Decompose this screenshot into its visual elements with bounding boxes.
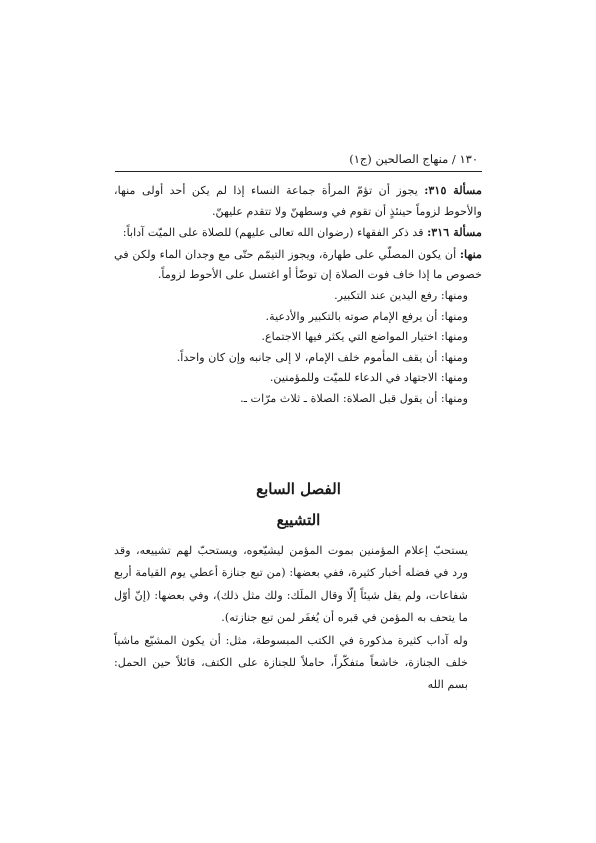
etiquette-text: اختيار المواضع التي يكثر فيها الاجتماع.	[261, 330, 441, 344]
issue-text: قد ذكر الفقهاء (رضوان الله تعالى عليهم) للصلاة على الميّت آداباً:	[122, 226, 428, 240]
etiquette-item	[114, 286, 482, 307]
etiquette-text: أن يرفع الإمام صوته بالتكبير والأدعية.	[265, 309, 441, 323]
etiquette-item	[114, 307, 482, 328]
etiquette-lead: ومنها:	[440, 350, 468, 364]
etiquette-item	[114, 327, 482, 348]
etiquette-item	[114, 348, 482, 369]
etiquette-lead: ومنها:	[440, 330, 468, 344]
etiquette-lead: ومنها:	[440, 391, 468, 405]
etiquette-lead: ومنها:	[440, 309, 468, 323]
running-header: ١٣٠ / منهاج الصالحين (ج١)	[349, 152, 478, 166]
etiquette-text: أن يقول قبل الصلاة: الصلاة ـ ثلاث مرّات ـ.	[240, 391, 441, 405]
etiquette-text: الاجتهاد في الدعاء للميّت وللمؤمنين.	[269, 371, 441, 385]
etiquette-text: أن يقف المأموم خلف الإمام، لا إلى جانبه وإن كان واحداً.	[176, 350, 441, 364]
section-text-block	[114, 540, 482, 697]
main-text-block	[114, 180, 482, 410]
section-paragraph: يستحبّ إعلام المؤمنين بموت المؤمن ليشيّعوه، ويستحبّ لهم تشييعه، وقد ورد في فضله أخبار كثيرة، ففي بعضها: (من تبع جنازة أعطي يوم القيامة أربع شفاعات، ولم يقل شيئاً إلّا وقال الملَك: ولك مثل ذلك)، وفي بعضها: (إنّ أوّل ما يتحف به المؤمن في قبره أن يُغفَر لمن تبع جنازته).	[114, 544, 468, 625]
etiquette-text: أن يكون المصلّي على طهارة، ويجوز التيمّم حتّى مع وجدان الماء ولكن في خصوص ما إذا خاف فوت الصلاة إن توضّأ أو اغتسل على الأحوط لزوماً.	[114, 247, 482, 282]
issue-number: مسألة ٣١٥:	[424, 183, 482, 197]
issue-text: يجوز أن تؤمّ المرأة جماعة النساء إذا لم يكن أحد أولى منها، والأحوط لزوماً حينئذٍ أن تقوم في وسطهنّ ولا تتقدم عليهنّ.	[114, 184, 482, 218]
header-divider	[115, 171, 482, 172]
etiquette-item	[114, 244, 482, 286]
issue-paragraph	[114, 222, 482, 244]
issue-paragraph	[114, 180, 482, 222]
etiquette-lead: منها:	[459, 246, 482, 261]
section-title: التشييع	[276, 511, 321, 529]
chapter-title: الفصل السابع	[256, 480, 341, 498]
section-paragraph: وله آداب كثيرة مذكورة في الكتب المبسوطة، مثل: أن يكون المشيّع ماشياً خلف الجنازة، خاشعاً متفكّراً، حاملاً للجنازة على الكتف، قائلاً حين الحمل: بسم الله	[114, 633, 468, 692]
etiquette-item	[114, 389, 482, 410]
etiquette-text: رفع اليدين عند التكبير.	[334, 288, 441, 302]
etiquette-lead: ومنها:	[440, 371, 468, 385]
etiquette-lead: ومنها:	[440, 288, 468, 302]
issue-number: مسألة ٣١٦:	[427, 225, 482, 240]
etiquette-item	[114, 368, 482, 389]
